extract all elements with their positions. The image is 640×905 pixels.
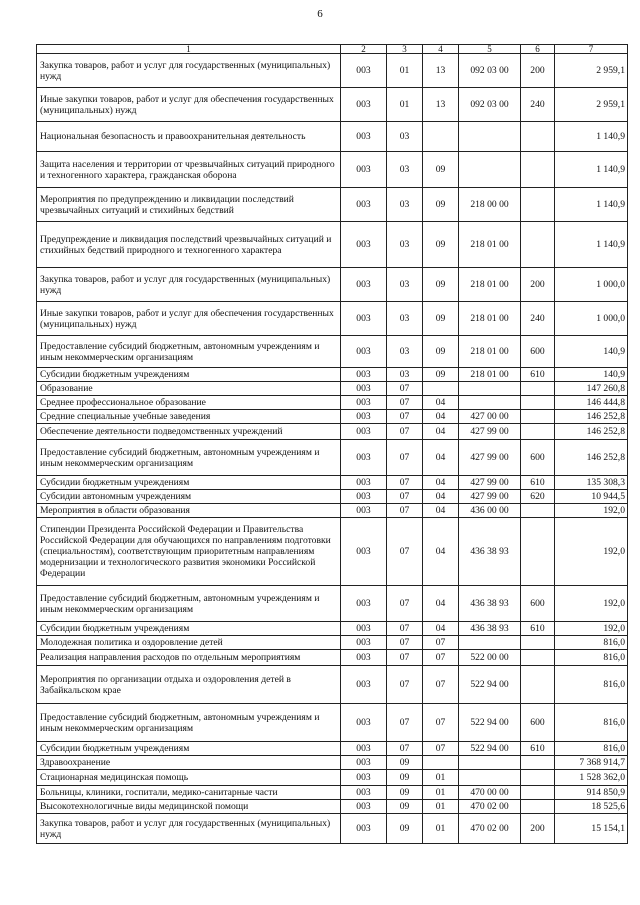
code-subsection: 09: [423, 368, 459, 382]
code-section: 07: [387, 410, 423, 424]
code-expense-type: 600: [521, 586, 555, 622]
code-section: 07: [387, 396, 423, 410]
code-section: 03: [387, 122, 423, 152]
table-row: [37, 222, 628, 268]
table-row: [37, 54, 628, 88]
code-subsection: 04: [423, 622, 459, 636]
table-row: [37, 636, 628, 650]
code-ministry: 003: [341, 490, 387, 504]
code-target: [459, 396, 521, 410]
code-target: 218 01 00: [459, 222, 521, 268]
code-section: 07: [387, 586, 423, 622]
code-section: 03: [387, 268, 423, 302]
code-target: [459, 152, 521, 188]
amount: 140,9: [555, 336, 628, 368]
code-ministry: 003: [341, 336, 387, 368]
amount: 1 528 362,0: [555, 770, 628, 786]
row-name: Субсидии бюджетным учреждениям: [37, 368, 341, 382]
code-section: 07: [387, 636, 423, 650]
code-section: 07: [387, 490, 423, 504]
code-subsection: 07: [423, 650, 459, 666]
row-name: Предоставление субсидий бюджетным, автономным учреждениям и иным некоммерческим организациям: [37, 336, 341, 368]
table-row: [37, 382, 628, 396]
code-expense-type: [521, 504, 555, 518]
row-name: Обеспечение деятельности подведомственных учреждений: [37, 424, 341, 440]
code-subsection: 09: [423, 152, 459, 188]
code-target: 436 00 00: [459, 504, 521, 518]
code-ministry: 003: [341, 268, 387, 302]
code-target: [459, 756, 521, 770]
code-ministry: 003: [341, 152, 387, 188]
code-target: 436 38 93: [459, 622, 521, 636]
code-expense-type: 610: [521, 476, 555, 490]
code-section: 03: [387, 188, 423, 222]
table-row: [37, 622, 628, 636]
row-name: Предупреждение и ликвидация последствий чрезвычайных ситуаций и стихийных бедствий природного и техногенного характера: [37, 222, 341, 268]
amount: 140,9: [555, 368, 628, 382]
row-name: Национальная безопасность и правоохранительная деятельность: [37, 122, 341, 152]
code-section: 07: [387, 504, 423, 518]
code-section: 03: [387, 302, 423, 336]
code-target: 522 94 00: [459, 742, 521, 756]
code-section: 07: [387, 476, 423, 490]
row-name: Иные закупки товаров, работ и услуг для обеспечения государственных (муниципальных) нужд: [37, 88, 341, 122]
table-row: [37, 650, 628, 666]
code-subsection: 04: [423, 396, 459, 410]
amount: 135 308,3: [555, 476, 628, 490]
amount: 192,0: [555, 586, 628, 622]
row-name: Закупка товаров, работ и услуг для государственных (муниципальных) нужд: [37, 54, 341, 88]
amount: 147 260,8: [555, 382, 628, 396]
code-target: 427 99 00: [459, 440, 521, 476]
code-subsection: 09: [423, 268, 459, 302]
code-subsection: 07: [423, 704, 459, 742]
amount: 816,0: [555, 704, 628, 742]
table-row: [37, 518, 628, 586]
row-name: Мероприятия в области образования: [37, 504, 341, 518]
code-target: 470 02 00: [459, 814, 521, 844]
code-ministry: 003: [341, 188, 387, 222]
code-section: 07: [387, 650, 423, 666]
code-section: 07: [387, 518, 423, 586]
code-expense-type: 240: [521, 88, 555, 122]
code-target: 218 01 00: [459, 268, 521, 302]
table-row: [37, 586, 628, 622]
table-row: [37, 756, 628, 770]
code-target: 092 03 00: [459, 88, 521, 122]
code-subsection: 04: [423, 504, 459, 518]
code-section: 07: [387, 424, 423, 440]
code-subsection: 04: [423, 490, 459, 504]
row-name: Средние специальные учебные заведения: [37, 410, 341, 424]
column-header-7: 7: [555, 45, 628, 54]
row-name: Реализация направления расходов по отдельным мероприятиям: [37, 650, 341, 666]
code-expense-type: [521, 188, 555, 222]
code-target: 470 02 00: [459, 800, 521, 814]
code-target: 522 94 00: [459, 666, 521, 704]
code-target: [459, 122, 521, 152]
row-name: Закупка товаров, работ и услуг для государственных (муниципальных) нужд: [37, 268, 341, 302]
code-expense-type: [521, 222, 555, 268]
table-row: [37, 476, 628, 490]
amount: 2 959,1: [555, 54, 628, 88]
code-ministry: 003: [341, 742, 387, 756]
code-ministry: 003: [341, 756, 387, 770]
amount: 146 252,8: [555, 440, 628, 476]
code-expense-type: 200: [521, 54, 555, 88]
page-number: 6: [317, 8, 323, 20]
code-target: 427 99 00: [459, 476, 521, 490]
code-subsection: 01: [423, 800, 459, 814]
code-ministry: 003: [341, 410, 387, 424]
code-target: 427 99 00: [459, 490, 521, 504]
code-section: 01: [387, 54, 423, 88]
code-section: 07: [387, 382, 423, 396]
code-subsection: 04: [423, 518, 459, 586]
code-ministry: 003: [341, 800, 387, 814]
code-ministry: 003: [341, 302, 387, 336]
code-ministry: 003: [341, 54, 387, 88]
table-row: [37, 504, 628, 518]
code-section: 03: [387, 368, 423, 382]
code-target: 427 99 00: [459, 424, 521, 440]
code-section: 01: [387, 88, 423, 122]
code-expense-type: 600: [521, 440, 555, 476]
code-subsection: 04: [423, 476, 459, 490]
code-ministry: 003: [341, 650, 387, 666]
code-target: 218 00 00: [459, 188, 521, 222]
table-row: [37, 424, 628, 440]
table-row: [37, 268, 628, 302]
code-subsection: [423, 122, 459, 152]
code-ministry: 003: [341, 122, 387, 152]
table-row: [37, 440, 628, 476]
code-target: 218 01 00: [459, 302, 521, 336]
code-ministry: 003: [341, 770, 387, 786]
table-row: [37, 800, 628, 814]
code-target: [459, 382, 521, 396]
code-target: 522 94 00: [459, 704, 521, 742]
table-row: [37, 704, 628, 742]
table-row: [37, 666, 628, 704]
code-target: 522 00 00: [459, 650, 521, 666]
code-subsection: 01: [423, 814, 459, 844]
code-target: [459, 770, 521, 786]
amount: 816,0: [555, 666, 628, 704]
table-row: [37, 814, 628, 844]
row-name: Мероприятия по организации отдыха и оздоровления детей в Забайкальском крае: [37, 666, 341, 704]
code-expense-type: [521, 122, 555, 152]
code-ministry: 003: [341, 786, 387, 800]
row-name: Стипендии Президента Российской Федерации и Правительства Российской Федерации для обучающихся по направлениям подготовки (специальностям), соответствующим приоритетным направлениям модернизации и технологического развития экономики Российской Федерации: [37, 518, 341, 586]
code-subsection: 13: [423, 54, 459, 88]
row-name: Высокотехнологичные виды медицинской помощи: [37, 800, 341, 814]
table-row: [37, 396, 628, 410]
column-header-4: 4: [423, 45, 459, 54]
table-row: [37, 490, 628, 504]
code-expense-type: [521, 396, 555, 410]
code-subsection: 01: [423, 786, 459, 800]
code-ministry: 003: [341, 222, 387, 268]
code-ministry: 003: [341, 814, 387, 844]
code-target: 427 00 00: [459, 410, 521, 424]
table-row: [37, 152, 628, 188]
code-expense-type: 600: [521, 336, 555, 368]
row-name: Образование: [37, 382, 341, 396]
code-section: 07: [387, 622, 423, 636]
code-expense-type: [521, 666, 555, 704]
code-section: 07: [387, 440, 423, 476]
table-row: [37, 742, 628, 756]
code-subsection: 07: [423, 666, 459, 704]
code-ministry: 003: [341, 476, 387, 490]
column-header-1: 1: [37, 45, 341, 54]
code-section: 07: [387, 666, 423, 704]
code-ministry: 003: [341, 704, 387, 742]
row-name: Субсидии бюджетным учреждениям: [37, 742, 341, 756]
row-name: Мероприятия по предупреждению и ликвидации последствий чрезвычайных ситуаций и стихийных бедствий: [37, 188, 341, 222]
code-ministry: 003: [341, 622, 387, 636]
table-row: [37, 770, 628, 786]
code-subsection: 04: [423, 586, 459, 622]
code-ministry: 003: [341, 586, 387, 622]
code-subsection: 07: [423, 742, 459, 756]
code-subsection: 07: [423, 636, 459, 650]
row-name: Больницы, клиники, госпитали, медико-санитарные части: [37, 786, 341, 800]
amount: 1 140,9: [555, 222, 628, 268]
row-name: Стационарная медицинская помощь: [37, 770, 341, 786]
table-row: [37, 188, 628, 222]
code-ministry: 003: [341, 636, 387, 650]
table-row: [37, 122, 628, 152]
code-target: 218 01 00: [459, 368, 521, 382]
amount: 1 000,0: [555, 302, 628, 336]
row-name: Здравоохранение: [37, 756, 341, 770]
code-ministry: 003: [341, 88, 387, 122]
code-expense-type: [521, 410, 555, 424]
code-section: 09: [387, 786, 423, 800]
amount: 192,0: [555, 518, 628, 586]
amount: 816,0: [555, 636, 628, 650]
amount: 192,0: [555, 504, 628, 518]
table-row: [37, 88, 628, 122]
table-row: [37, 302, 628, 336]
code-ministry: 003: [341, 424, 387, 440]
amount: 10 944,5: [555, 490, 628, 504]
code-expense-type: 610: [521, 368, 555, 382]
amount: 816,0: [555, 650, 628, 666]
amount: 146 444,8: [555, 396, 628, 410]
row-name: Предоставление субсидий бюджетным, автономным учреждениям и иным некоммерческим организациям: [37, 440, 341, 476]
code-subsection: 13: [423, 88, 459, 122]
code-subsection: 09: [423, 188, 459, 222]
amount: 192,0: [555, 622, 628, 636]
code-target: 436 38 93: [459, 518, 521, 586]
code-expense-type: 600: [521, 704, 555, 742]
table-header-row: [37, 45, 628, 54]
row-name: Субсидии автономным учреждениям: [37, 490, 341, 504]
table-row: [37, 410, 628, 424]
amount: 1 000,0: [555, 268, 628, 302]
code-subsection: 09: [423, 302, 459, 336]
code-ministry: 003: [341, 666, 387, 704]
code-subsection: 01: [423, 770, 459, 786]
amount: 7 368 914,7: [555, 756, 628, 770]
code-subsection: [423, 756, 459, 770]
amount: 1 140,9: [555, 152, 628, 188]
row-name: Субсидии бюджетным учреждениям: [37, 476, 341, 490]
code-expense-type: [521, 756, 555, 770]
code-target: 436 38 93: [459, 586, 521, 622]
code-ministry: 003: [341, 368, 387, 382]
amount: 914 850,9: [555, 786, 628, 800]
code-expense-type: [521, 800, 555, 814]
column-header-3: 3: [387, 45, 423, 54]
code-ministry: 003: [341, 382, 387, 396]
table-row: [37, 368, 628, 382]
row-name: Предоставление субсидий бюджетным, автономным учреждениям и иным некоммерческим организациям: [37, 704, 341, 742]
code-expense-type: [521, 650, 555, 666]
code-subsection: [423, 382, 459, 396]
code-section: 03: [387, 222, 423, 268]
amount: 816,0: [555, 742, 628, 756]
code-target: 470 00 00: [459, 786, 521, 800]
row-name: Субсидии бюджетным учреждениям: [37, 622, 341, 636]
code-expense-type: [521, 152, 555, 188]
code-target: 218 01 00: [459, 336, 521, 368]
code-section: 09: [387, 814, 423, 844]
row-name: Предоставление субсидий бюджетным, автономным учреждениям и иным некоммерческим организациям: [37, 586, 341, 622]
amount: 146 252,8: [555, 424, 628, 440]
column-header-5: 5: [459, 45, 521, 54]
column-header-2: 2: [341, 45, 387, 54]
code-expense-type: 610: [521, 622, 555, 636]
code-section: 03: [387, 152, 423, 188]
code-section: 03: [387, 336, 423, 368]
code-subsection: 04: [423, 424, 459, 440]
code-expense-type: [521, 636, 555, 650]
amount: 146 252,8: [555, 410, 628, 424]
code-expense-type: 200: [521, 814, 555, 844]
code-expense-type: [521, 518, 555, 586]
budget-table: [36, 44, 628, 844]
column-header-6: 6: [521, 45, 555, 54]
row-name: Иные закупки товаров, работ и услуг для обеспечения государственных (муниципальных) нужд: [37, 302, 341, 336]
code-section: 09: [387, 800, 423, 814]
code-section: 09: [387, 756, 423, 770]
code-subsection: 09: [423, 222, 459, 268]
code-ministry: 003: [341, 396, 387, 410]
code-expense-type: [521, 786, 555, 800]
code-ministry: 003: [341, 440, 387, 476]
code-subsection: 04: [423, 440, 459, 476]
code-expense-type: 200: [521, 268, 555, 302]
amount: 15 154,1: [555, 814, 628, 844]
code-expense-type: [521, 424, 555, 440]
row-name: Молодежная политика и оздоровление детей: [37, 636, 341, 650]
code-section: 09: [387, 770, 423, 786]
code-target: 092 03 00: [459, 54, 521, 88]
code-subsection: 09: [423, 336, 459, 368]
code-expense-type: 240: [521, 302, 555, 336]
code-section: 07: [387, 742, 423, 756]
code-target: [459, 636, 521, 650]
table-row: [37, 336, 628, 368]
code-ministry: 003: [341, 504, 387, 518]
row-name: Защита населения и территории от чрезвычайных ситуаций природного и техногенного характера, гражданская оборона: [37, 152, 341, 188]
code-expense-type: 620: [521, 490, 555, 504]
amount: 1 140,9: [555, 122, 628, 152]
code-section: 07: [387, 704, 423, 742]
amount: 18 525,6: [555, 800, 628, 814]
code-expense-type: [521, 382, 555, 396]
table-row: [37, 786, 628, 800]
code-expense-type: 610: [521, 742, 555, 756]
row-name: Среднее профессиональное образование: [37, 396, 341, 410]
row-name: Закупка товаров, работ и услуг для государственных (муниципальных) нужд: [37, 814, 341, 844]
code-expense-type: [521, 770, 555, 786]
code-ministry: 003: [341, 518, 387, 586]
code-subsection: 04: [423, 410, 459, 424]
amount: 1 140,9: [555, 188, 628, 222]
amount: 2 959,1: [555, 88, 628, 122]
